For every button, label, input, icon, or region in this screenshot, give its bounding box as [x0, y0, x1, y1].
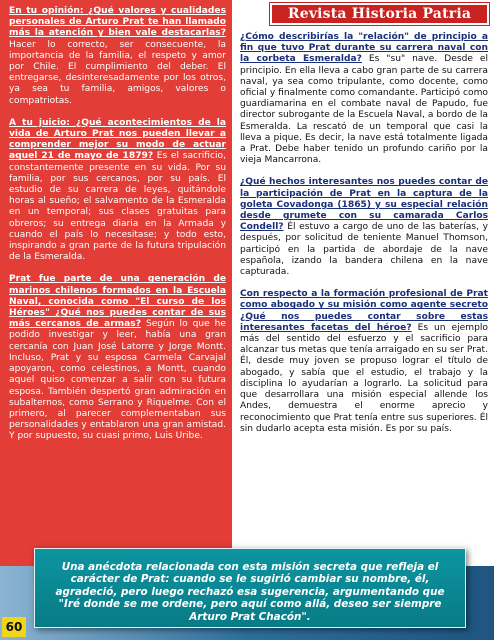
question-text: ¿Cómo describirías la "relación" de principio a fin que tuvo Prat durante su carrera naval con la corbeta Esmeralda?: [240, 32, 488, 65]
right-qa-3: [240, 289, 488, 435]
pull-quote-text: Una anécdota relacionada con esta misión secreta que refleja el carácter de Prat: cuando se le sugirió cambiar su nombre, él, agradeció, pero luego rechazó esa sugerencia, argumentando que "Iré donde se me ordene, pero aquí como allá, deseo ser siempre Arturo Prat Chacón".: [55, 561, 445, 623]
page-number: 60: [2, 617, 26, 637]
left-qa-1: [9, 6, 226, 107]
magazine-masthead: Revista Historia Patria: [270, 3, 489, 25]
question-text: En tu opinión: ¿Qué valores y cualidades personales de Arturo Prat te han llamado más la atención y bien vale destacarlas?: [9, 6, 226, 39]
pull-quote: [34, 548, 466, 628]
question-text: Con respecto a la formación profesional de Prat como abogado y su misión como agente secreto ¿Qué nos puedes contar sobre estas interesantes facetas del héroe?: [240, 289, 488, 333]
answer-text: Hacer lo correcto, ser consecuente, la importancia de la familia, el respeto y amor por Chile. El cumplimiento del deber. El entregarse, desinteresadamente por los otros, ya sea tu familia, amigos, valores o compatriotas.: [9, 39, 226, 106]
left-column: [0, 0, 232, 566]
right-column: [240, 32, 488, 446]
right-qa-2: [240, 177, 488, 278]
answer-text: Es "su" nave. Desde el principio. En ella lleva a cabo gran parte de su carrera naval, ya sea como tripulante, como docente, como oficial y finalmente como comandante. Participó como guardiamarina en el combate naval de Papudo, fue director subrogante de la Escuela Naval, a bordo de la Esmeralda. La rescató de un temporal que casi la lleva a pique. Es decir, la nave está totalmente ligada a Prat. Debe haber tenido un profundo cariño por la vieja Mancarrona.: [240, 54, 488, 166]
question-text: ¿Qué hechos interesantes nos puedes contar de la participación de Prat en la captura de la goleta Covadonga (1865) y su especial relación desde grumete con su camarada Carlos Condell?: [240, 177, 488, 233]
left-qa-2: [9, 118, 226, 264]
answer-text: Es el sacrificio, constantemente presente en su vida. Por su familia, por sus cercanos, por su país. El estudio de su carrera de leyes, quitándole horas al sueño; el salvamento de la Esmeralda en un temporal; sus clases gratuitas para obreros; su entrega diaria en la Armada y cuando el país lo necesitase; y todo esto, inspirando a gran parte de la futura tripulación de la Esmeralda.: [9, 151, 226, 263]
left-qa-3: [9, 274, 226, 442]
question-text: A tu juicio: ¿Qué acontecimientos de la vida de Arturo Prat nos pueden llevar a comprender mejor su modo de actuar aquel 21 de mayo de 1879?: [9, 117, 226, 162]
question-text: Prat fue parte de una generación de marinos chilenos formados en la Escuela Naval, conocida como "El curso de los Héroes" ¿Qué nos puedes contar de sus más cercanos de armas?: [9, 274, 226, 330]
right-qa-1: [240, 32, 488, 166]
answer-text: Es un ejemplo más del sentido del esfuerzo y el sacrificio para alcanzar tus metas que tenía arraigado en su ser Prat. Él, desde muy joven se propuso lograr el título de abogado, y sabía que el estudio, el trabajo y la disciplina lo ayudarían a lograrlo. La solicitud para que desarrollara una misión especial allende los Andes, demuestra el enorme aprecio y reconocimiento que Prat tenía entre sus superiores. Él sin dudarlo acepta esta misión. Es por su país.: [240, 322, 488, 434]
answer-text: Según lo que he podido investigar y leer, había una gran cercanía con Juan José Latorre y Jorge Montt. Incluso, Prat y su esposa Carmela Carvajal apoyaron, como celestinos, a Montt, cuando aquel quiso comenzar a salir con su futura esposa. También despertó gran admiración en subalternos, como Serrano y Riquelme. Con el primero, al parecer complementaban sus personalidades y entablaron una gran amistad. Y por supuesto, su cuasi primo, Luis Uribe.: [9, 319, 227, 442]
answer-text: Él estuvo a cargo de uno de las baterías, y después, por solicitud de teniente Manuel Thomson, participó en la partida de abordaje de la nave española, izando la bandera chilena en la nave capturada.: [240, 222, 488, 278]
